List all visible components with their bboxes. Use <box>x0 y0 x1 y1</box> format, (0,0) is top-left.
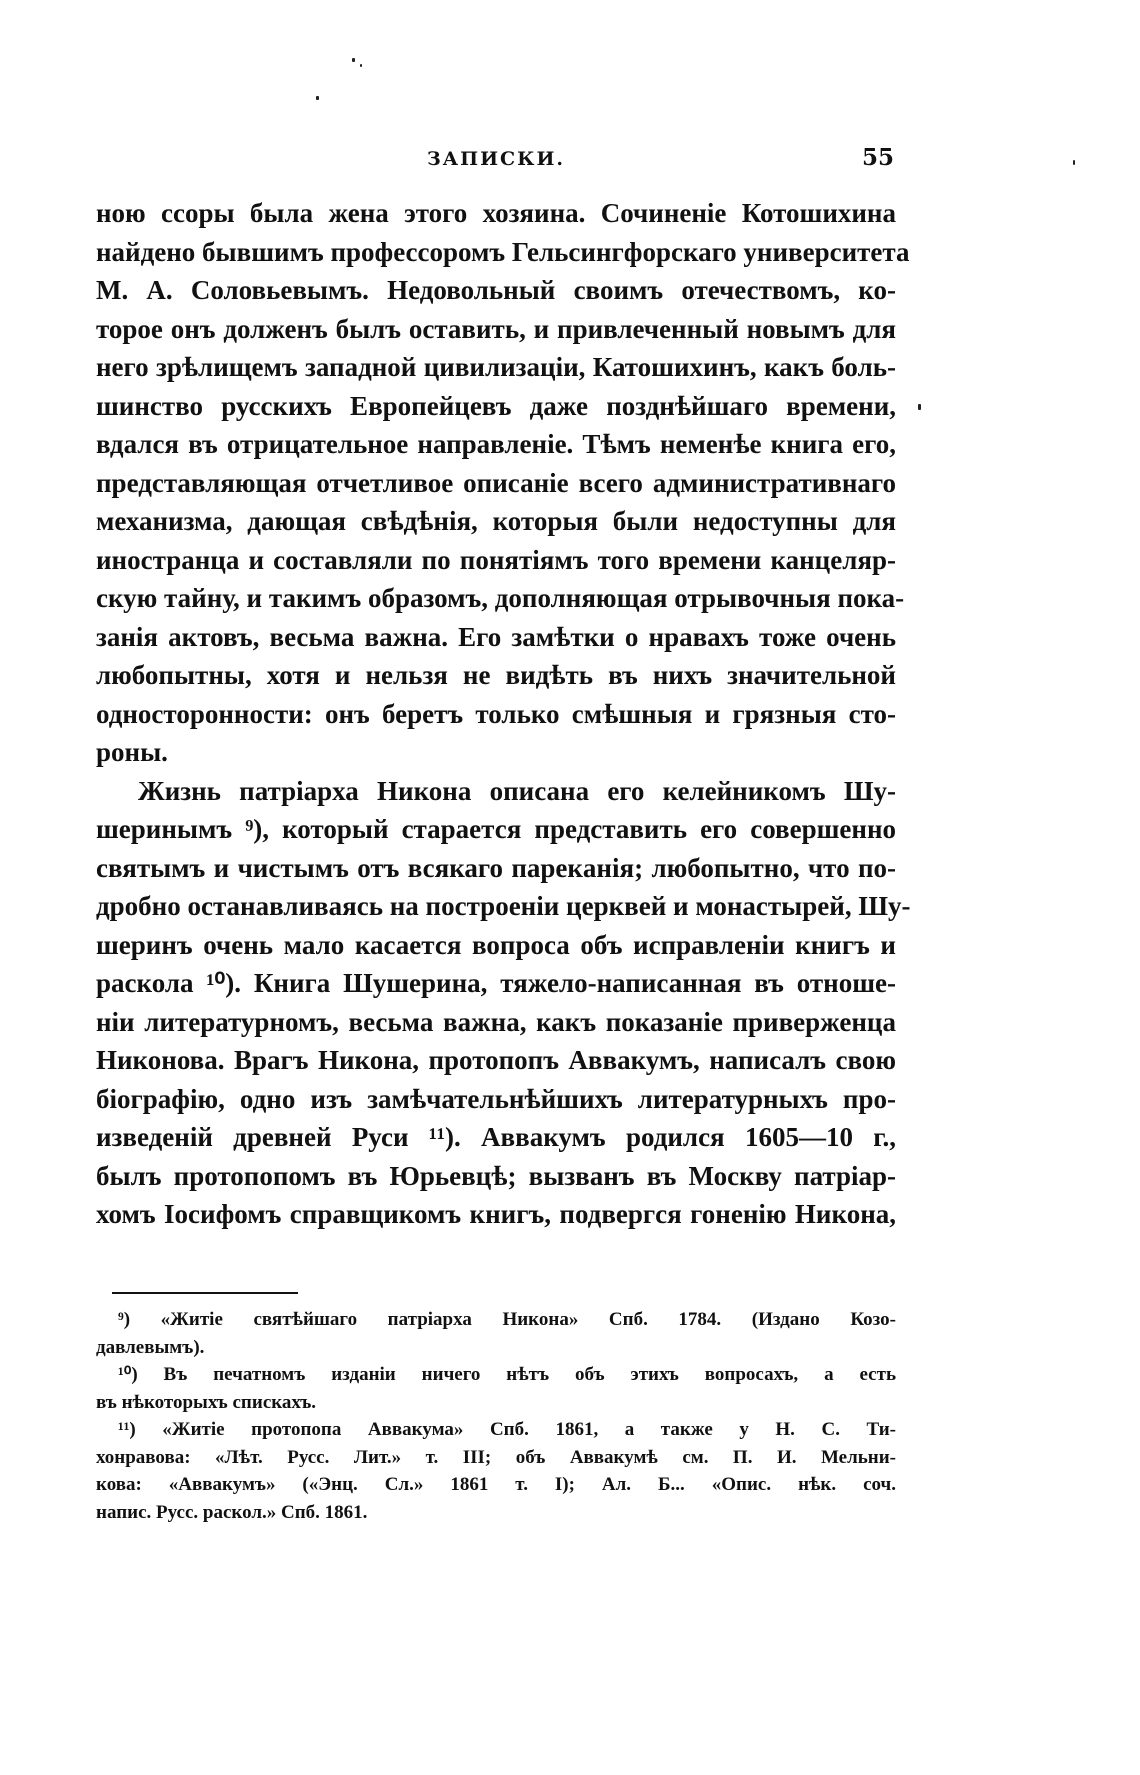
footnote-line: кова: «Аввакумъ» («Энц. Сл.» 1861 т. I); Ал. Б... «Опис. нѣк. соч. <box>96 1474 896 1495</box>
footnote-line: ¹⁰) Въ печатномъ изданіи ничего нѣтъ объ этихъ вопросахъ, а есть <box>118 1364 896 1385</box>
text-line: него зрѣлищемъ западной цивилизаціи, Катошихинъ, какъ боль- <box>96 352 896 382</box>
footnote-divider <box>112 1292 298 1294</box>
footnote-line: хонравова: «Лѣт. Русс. Лит.» т. III; объ Аввакумѣ см. П. И. Мельни- <box>96 1446 896 1468</box>
page-number: 55 <box>861 144 894 171</box>
text-line: біографію, одно изъ замѣчательнѣйшихъ литературныхъ про- <box>96 1083 896 1114</box>
footnote-line: напис. Русс. раскол.» Спб. 1861. <box>96 1501 368 1523</box>
text-line: любопытны, хотя и нельзя не видѣть въ нихъ значительной <box>96 660 896 690</box>
print-speck <box>352 58 355 62</box>
text-line: механизма, дающая свѣдѣнія, которыя были недоступны для <box>96 506 896 536</box>
text-line: хомъ Іосифомъ справщикомъ книгъ, подвергся гоненію Никона, <box>96 1199 896 1229</box>
text-line: ною ссоры была жена этого хозяина. Сочиненіе Котошихина <box>96 198 896 228</box>
text-line: шинство русскихъ Европейцевъ даже позднѣйшаго времени, <box>96 390 896 421</box>
footnote-line: давлевымъ). <box>96 1336 205 1358</box>
text-line: занія актовъ, весьма важна. Его замѣтки о нравахъ тоже очень <box>96 621 896 652</box>
text-line: былъ протопопомъ въ Юрьевцѣ; вызванъ въ Москву патріар- <box>96 1160 896 1191</box>
text-line: односторонности: онъ беретъ только смѣшныя и грязныя сто- <box>96 698 896 729</box>
text-line: дробно останавливаясь на построеніи церквей и монастырей, Шу- <box>96 891 911 921</box>
paragraph-first-line: Жизнь патріарха Никона описана его келейникомъ Шу- <box>138 775 896 806</box>
text-line: шеринымъ ⁹), который старается представить его совершенно <box>96 814 896 844</box>
running-head: ЗАПИСКИ. <box>426 148 566 170</box>
footnotes <box>96 1306 896 1526</box>
main-text <box>96 194 911 1234</box>
text-line: иностранца и составляли по понятіямъ того времени канцеляр- <box>96 544 896 575</box>
text-line: Никонова. Врагъ Никона, протопопъ Аввакумъ, написалъ свою <box>96 1045 896 1075</box>
print-speck <box>1073 160 1075 165</box>
text-line: скую тайну, и такимъ образомъ, дополняющая отрывочныя пока- <box>96 583 905 613</box>
footnote-line: ¹¹) «Житіе протопопа Аввакума» Спб. 1861, а также у Н. С. Ти- <box>118 1419 896 1440</box>
footnote-line: въ нѣкоторыхъ спискахъ. <box>96 1391 317 1413</box>
page-header <box>96 142 896 176</box>
text-line: изведеній древней Руси ¹¹). Аввакумъ родился 1605—10 г., <box>96 1122 896 1152</box>
text-line: найдено бывшимъ профессоромъ Гельсингфорскаго университета <box>96 236 910 267</box>
text-line: раскола ¹⁰). Книга Шушерина, тяжело-написанная въ отноше- <box>96 968 896 998</box>
text-line: торое онъ долженъ былъ оставить, и привлеченный новымъ для <box>96 313 896 344</box>
text-line: М. А. Соловьевымъ. Недовольный своимъ отечествомъ, ко- <box>96 275 896 305</box>
print-speck <box>316 96 319 100</box>
print-speck <box>918 404 921 410</box>
text-line: роны. <box>96 737 168 767</box>
text-line: ніи литературномъ, весьма важна, какъ показаніе приверженца <box>96 1006 896 1037</box>
text-line: святымъ и чистымъ отъ всякаго парекaнія; любопытно, что по- <box>96 852 896 883</box>
footnote-line: ⁹) «Житіе святѣйшаго патріарха Никона» Спб. 1784. (Издано Козо- <box>118 1309 896 1330</box>
text-line: представляющая отчетливое описаніе всего административнаго <box>96 467 896 498</box>
print-speck <box>360 64 362 67</box>
text-line: шеринъ очень мало касается вопроса объ исправленіи книгъ и <box>96 929 896 960</box>
text-line: вдался въ отрицательное направленіе. Тѣмъ неменѣе книга его, <box>96 429 896 459</box>
